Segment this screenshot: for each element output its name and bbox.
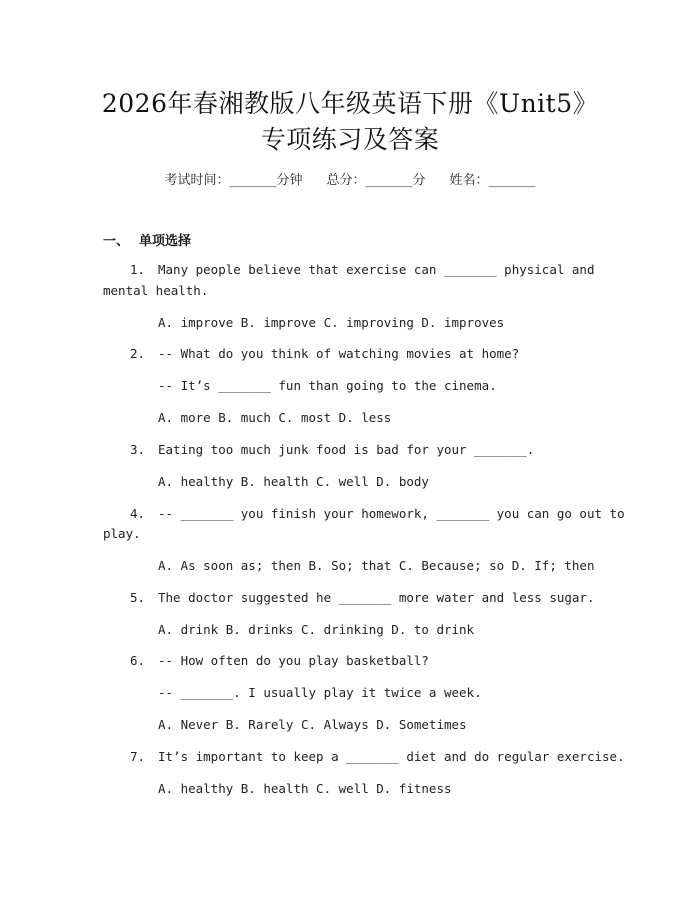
question-1-options: A. improve B. improve C. improving D. improves (158, 315, 505, 330)
question-text: -- How often do you play basketball? (158, 653, 429, 668)
student-name-field: 姓名：______ (449, 173, 536, 188)
exam-info-line (0, 169, 700, 188)
question-3-line-1 (130, 442, 534, 458)
question-2-options: A. more B. much C. most D. less (158, 410, 392, 425)
question-6-line-2: -- _______. I usually play it twice a week. (158, 685, 482, 700)
section-title: 单项选择 (139, 234, 192, 249)
question-number: 3. (130, 442, 146, 457)
question-text: -- What do you think of watching movies at home? (158, 346, 520, 361)
question-4-line-1 (130, 506, 625, 522)
question-number: 4. (130, 506, 146, 521)
question-5-line-1 (130, 590, 595, 606)
question-number: 7. (130, 749, 146, 764)
question-text: It’s important to keep a _______ diet and do regular exercise. (158, 749, 625, 764)
question-3-options: A. healthy B. health C. well D. body (158, 474, 429, 489)
question-1-line-2: mental health. (103, 283, 209, 298)
question-4-line-2: play. (103, 526, 141, 541)
section-number: 一、 (103, 234, 130, 249)
question-number: 1. (130, 262, 146, 277)
question-6-line-1 (130, 653, 429, 669)
question-2-line-1 (130, 346, 519, 362)
question-number: 5. (130, 590, 146, 605)
document-title-line-1: 2026年春湘教版八年级英语下册《Unit5》 (101, 89, 599, 118)
question-2-line-2: -- It’s _______ fun than going to the cinema. (158, 378, 497, 393)
question-text: The doctor suggested he _______ more water and less sugar. (158, 590, 595, 605)
question-6-options: A. Never B. Rarely C. Always D. Sometimes (158, 717, 467, 732)
total-score-field: 总分：______分 (326, 173, 426, 188)
question-1-line-1 (130, 262, 595, 278)
section-heading (103, 230, 191, 249)
question-number: 6. (130, 653, 146, 668)
question-4-options: A. As soon as; then B. So; that C. Because; so D. If; then (158, 558, 595, 573)
question-7-options: A. healthy B. health C. well D. fitness (158, 781, 452, 796)
question-text: Many people believe that exercise can _______ physical and (158, 262, 595, 277)
exam-time-field: 考试时间：______分钟 (164, 173, 303, 188)
question-text: -- _______ you finish your homework, _______ you can go out to (158, 506, 625, 521)
document-title-line-2: 专项练习及答案 (260, 125, 440, 154)
question-number: 2. (130, 346, 146, 361)
question-5-options: A. drink B. drinks C. drinking D. to drink (158, 622, 475, 637)
question-text: Eating too much junk food is bad for your _______. (158, 442, 535, 457)
question-7-line-1 (130, 749, 625, 765)
